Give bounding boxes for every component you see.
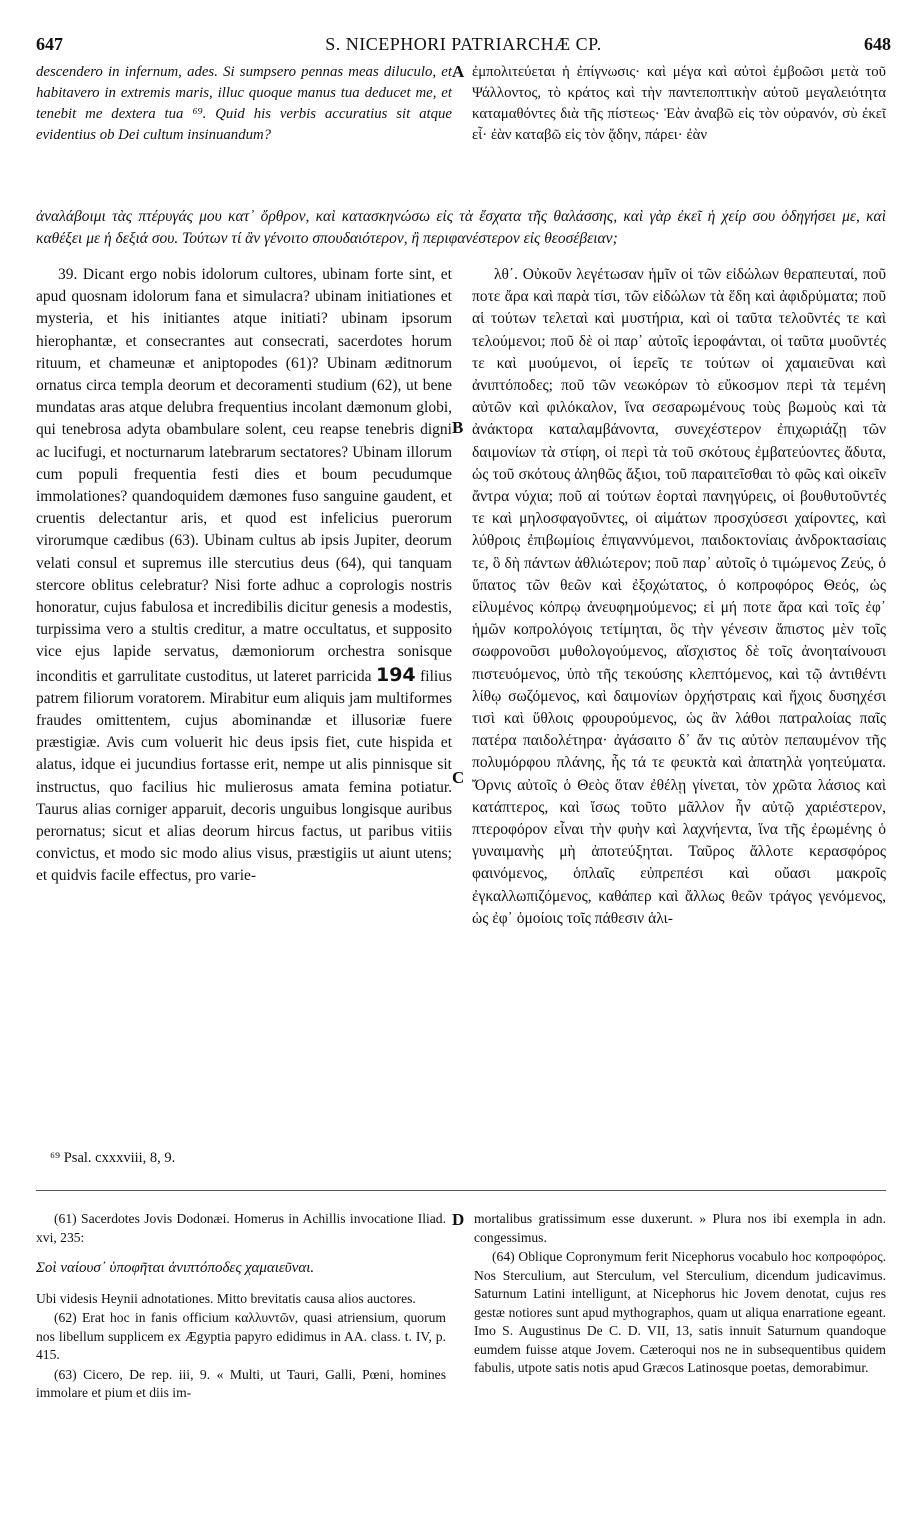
page-number-left: 647 — [36, 34, 63, 54]
marginal-page-number: 194 — [375, 663, 416, 686]
latin-column-top: descendero in infernum, ades. Si sumpsero pennas meas diluculo, et habitavero in extremis maris, illuc quoque manus tua deducet me, et tenebit me dextera tua ⁶⁹. Quid his verbis accuratius sit atque evidentius ob Dei cultum insinuandum? — [36, 64, 452, 143]
note-61-continued: Ubi videsis Heynii adnotationes. Mitto brevitatis causa alios auctores. — [36, 1290, 416, 1306]
notes-column-right — [474, 1210, 886, 1379]
latin-column-main — [36, 264, 452, 888]
note-64: (64) Oblique Copronymum ferit Nicephorus vocabulo hoc κοπροφόρος. Nos Sterculium, aut Sterculum, vel Sterculium, dicendum judicavimus. Saturnum Latini intelligunt, at Nicephorus hic Jovem denotat, cujus res gestæ notiores sunt apud mythographos, quam ut aliqua enarratione egeant. Imo S. Augustinus De C. D. VII, 13, satis innuit Saturnum quandoque eumdem fuisse atque Jovem. Cæteroqui nos ne in subsequentibus quidem fabulis, utpote satis notis apud Græcos Latinosque poetas, demorabimur. — [474, 1249, 886, 1375]
note-62: (62) Erat hoc in fanis officium καλλυντῶν, quasi atriensium, quorum nos libellum supplicem ex Ægyptia papyro edidimus in AA. class. t. IV, p. 415. — [36, 1310, 446, 1362]
section-marker-b: B — [452, 418, 464, 437]
note-63-continued: mortalibus gratissimum esse duxerunt. » Plura nos ibi exempla in adn. congessimus. — [474, 1211, 886, 1245]
notes-divider — [36, 1190, 886, 1191]
page-header — [36, 34, 891, 58]
note-61: (61) Sacerdotes Jovis Dodonæi. Homerus in Achillis invocatione Iliad. xvi, 235: — [36, 1211, 446, 1245]
section-marker-a: A — [452, 62, 465, 81]
page-number-right: 648 — [864, 34, 891, 54]
note-61-greek-verse: Σοὶ ναίουσ᾽ ὑποφῆται ἀνιπτόποδες χαμαιεῦναι. — [36, 1260, 315, 1276]
notes-column-left — [36, 1210, 446, 1404]
greek-column-main: λθ΄. Οὐκοῦν λεγέτωσαν ἡμῖν οἱ τῶν εἰδώλων θεραπευταί, ποῦ ποτε ἄρα καὶ παρὰ τίσι, τῶν εἰδώλων τὰ ἕδη καὶ ἀφιδρύματα; ποῦ αἱ τούτων τελεταὶ καὶ μυστήρια, καὶ οἱ ταῦτα τελοῦντές τε καὶ τελούμενοι; ποῦ δὲ οἱ παρ᾽ αὐτοῖς ἱεροφάνται, οἱ ταῦτα μυοῦντές τε καὶ μυούμενοι, οἱ ἱερεῖς τε τούτων οἱ χαμαιεῦναι καὶ ἀνιπτόποδες; ποῦ τῶν νεωκόρων τὸ εὔκοσμον περὶ τὰ τεμένη αὐτῶν καὶ φιλόκαλον, ἵνα σεσαρωμένους τοὺς βωμοὺς καὶ τὰ ἀνάκτορα καταλαμβάνοντα, συνεχέστερον ἐπιχωριάζῃ τῶν δαιμονίων τὰ στίφη, οἱ περὶ τὰ τοῦ σκότους ἐμβατεύοντες ἄδυτα, ὡς τοῦ σκότους ἀληθῶς ἄξιοι, τοῦ παραιτεῖσθαι τὸ φῶς καὶ οἰκεῖν ἄντρα νύχια; ποῦ αἱ τούτων ἑορταὶ πανηγύρεις, οἱ βουθυτοῦντές τε καὶ μηλοσφαγοῦντες, οἱ αἱμάτων προσχύσεσι χαίροντες, καὶ λύθροις ἐπιβωμίοις ἐπιγαννύμενοι, παιδοκτονίαις ἀνδροκτασίαις τε, ὃ δὴ πάντων ἀθλιώτερον; ποῦ παρ᾽ αὐτοῖς ὁ τιμώμενος Ζεύς, ὁ ὕπατος τῶν θεῶν καὶ ἐξοχώτατος, ὁ κοπροφόρος Θεός, ὡς εἰλυμένος κόπρῳ ἀνευφημούμενος; εἰ μή ποτε ἄρα καὶ τοῖς ἐφ᾽ ἡμῶν κοπρολόγοις τετίμηται, ὃς τὴν γένεσιν ἄπιστος μὲν τοῖς σωφρονοῦσι μυθολογούμενος, αἴσχιστος δὲ τοῖς ἀνοηταίνουσι πιστευόμενος, ὑπὸ τῆς τεκούσης κλεπτόμενος, καὶ τῷ ἀντιθέντι λίθῳ σωζόμενος, καὶ δαιμονίων ὀρχήστραις καὶ ἤχοις δυσηχέσι τισὶ καὶ ὕθλοις φρουρούμενος, ὡς ἂν λάθοι πατραλοίας παῖς πατέρα παιδολέτηρα· ἀγάσαιτο δ᾽ ἄν τις αὐτὸν πεπαυμένον τῆς πολυμόρφου πλάνης, ἧς τά τε φευκτὰ καὶ ἀπατηλὰ γοητεύματα. Ὄρνις αὐτοῖς ὁ Θεὸς ὅταν ἐθέλῃ γίνεται, τὸν χρῶτα λάσιος καὶ κατάπτερος, καὶ ἴσως τοῦτο μᾶλλον ἦν αὐτῷ χαριέστερον, πτεροφόρον εἶναι τὴν φυὴν καὶ λαχνήεντα, ἵνα τῆς ἐρωμένης ὁ γυναιμανὴς μὴ ἀποτεύξηται. Ταῦρος ἄλλοτε κερασφόρος φαινόμενος, ὁπλαῖς εὐπρεπέσι καὶ οὔασι μακροῖς ἐγκαλλωπιζόμενος, καθάπερ καὶ ἄλλως θεῶν τράγος γενόμενος, ὡς ἐφ᾽ ὁμοίοις τοῖς πάθεσιν ἁλι- — [472, 266, 886, 927]
section-marker-c: C — [452, 768, 465, 787]
section-marker-d: D — [452, 1210, 465, 1229]
note-63: (63) Cicero, De rep. iii, 9. « Multi, ut Tauri, Galli, Pœni, homines immolare et pium et diis im- — [36, 1366, 446, 1400]
footnote-69: ⁶⁹ Psal. cxxxviii, 8, 9. — [50, 1150, 176, 1166]
greek-full-width-passage: ἀναλάβοιμι τὰς πτέρυγάς μου κατ᾽ ὄρθρον, καὶ κατασκηνώσω εἰς τὰ ἔσχατα τῆς θαλάσσης, καὶ γὰρ ἐκεῖ ἡ χείρ σου ὁδηγήσει με, καὶ καθέξει με ἡ δεξιά σου. Τούτων τί ἂν γένοιτο σπουδαιότερον, ἢ περιφανέστερον εἰς θεοσέβειαν; — [36, 208, 886, 247]
latin-main-text-continued: filius patrem filiorum voratorem. Mirabitur eum aliquis jam multiformes fraudes omittentem, cujus abominandæ et illusoriæ fuere præstigiæ. Avis cum voluerit hic deus ipsis fiet, cute hispida et alatus, idque ei jucundius fortasse erit, nempe ut alis pinnisque sit instructus, quo facilius hic mulierosus amata femina potiatur. Taurus alias corniger apparuit, decoris unguibus longisque auribus perornatus; sicut et alias deorum hircus factus, ut paribus vitiis convictus, et modo sic modo alius visus, præstigiis ut aiunt utens; et quidvis facile effectus, pro varie- — [36, 667, 452, 885]
latin-main-text: 39. Dicant ergo nobis idolorum cultores, ubinam forte sint, et apud quosnam idolorum fana et simulacra? ubinam initiationes et mysteria, et his initiantes atque initiati? ubinam ipsorum hierophantæ, et consecrantes aut consecrati, sacerdotes horum rituum, et chameunæ et aniptopodes (61)? Ubinam æditnorum ornatus circa templa deorum et decoramenti studium (62), ut bene mundatas aras atque delubra frequentius incolant dæmonum globi, qui tenebrosa adyta obambulare solent, ceu reapse tenebris digni ac lucifugi, et nocturnarum latebrarum sectatores? Ubinam illorum cum populi frequentia festi dies et boum pecudumque immolationes? quandoquidem dæmones fuso sanguine gaudent, et cruentis delectantur aris, et quod est infelicius puerorum virorumque cædibus (63). Ubinam cultus ab ipsis Jupiter, deorum velati consul et supremus ille stercutius deus (64), qui tanquam stercore oblitus celebratur? Nisi forte adhuc a coprologis nostris honoratur, cujus fabulosa et incredibilis dicitur genesis a modestis, turpissima vero a stultis creditur, a matre occultatus, et supposito vice ejus lapide servatus, dæmoniorum orchestra sonisque inconditis et garrulitate custoditus, ut lateret parricida — [36, 266, 452, 685]
running-title: S. NICEPHORI PATRIARCHÆ CP. — [325, 34, 602, 54]
greek-column-top: ἐμπολιτεύεται ἡ ἐπίγνωσις· καὶ μέγα καὶ αὐτοὶ ἐμβοῶσι μετὰ τοῦ Ψάλλοντος, τὸ κράτος καὶ τὴν παντεποπτικὴν αὐτοῦ μεγαλειότητα καταμαθόντες διὰ τῆς πίστεως· Ἐὰν ἀναβῶ εἰς τὸν οὐρανόν, σὺ ἐκεῖ εἶ· ἐὰν καταβῶ εἰς τὸν ᾅδην, πάρει· ἐὰν — [472, 64, 886, 143]
